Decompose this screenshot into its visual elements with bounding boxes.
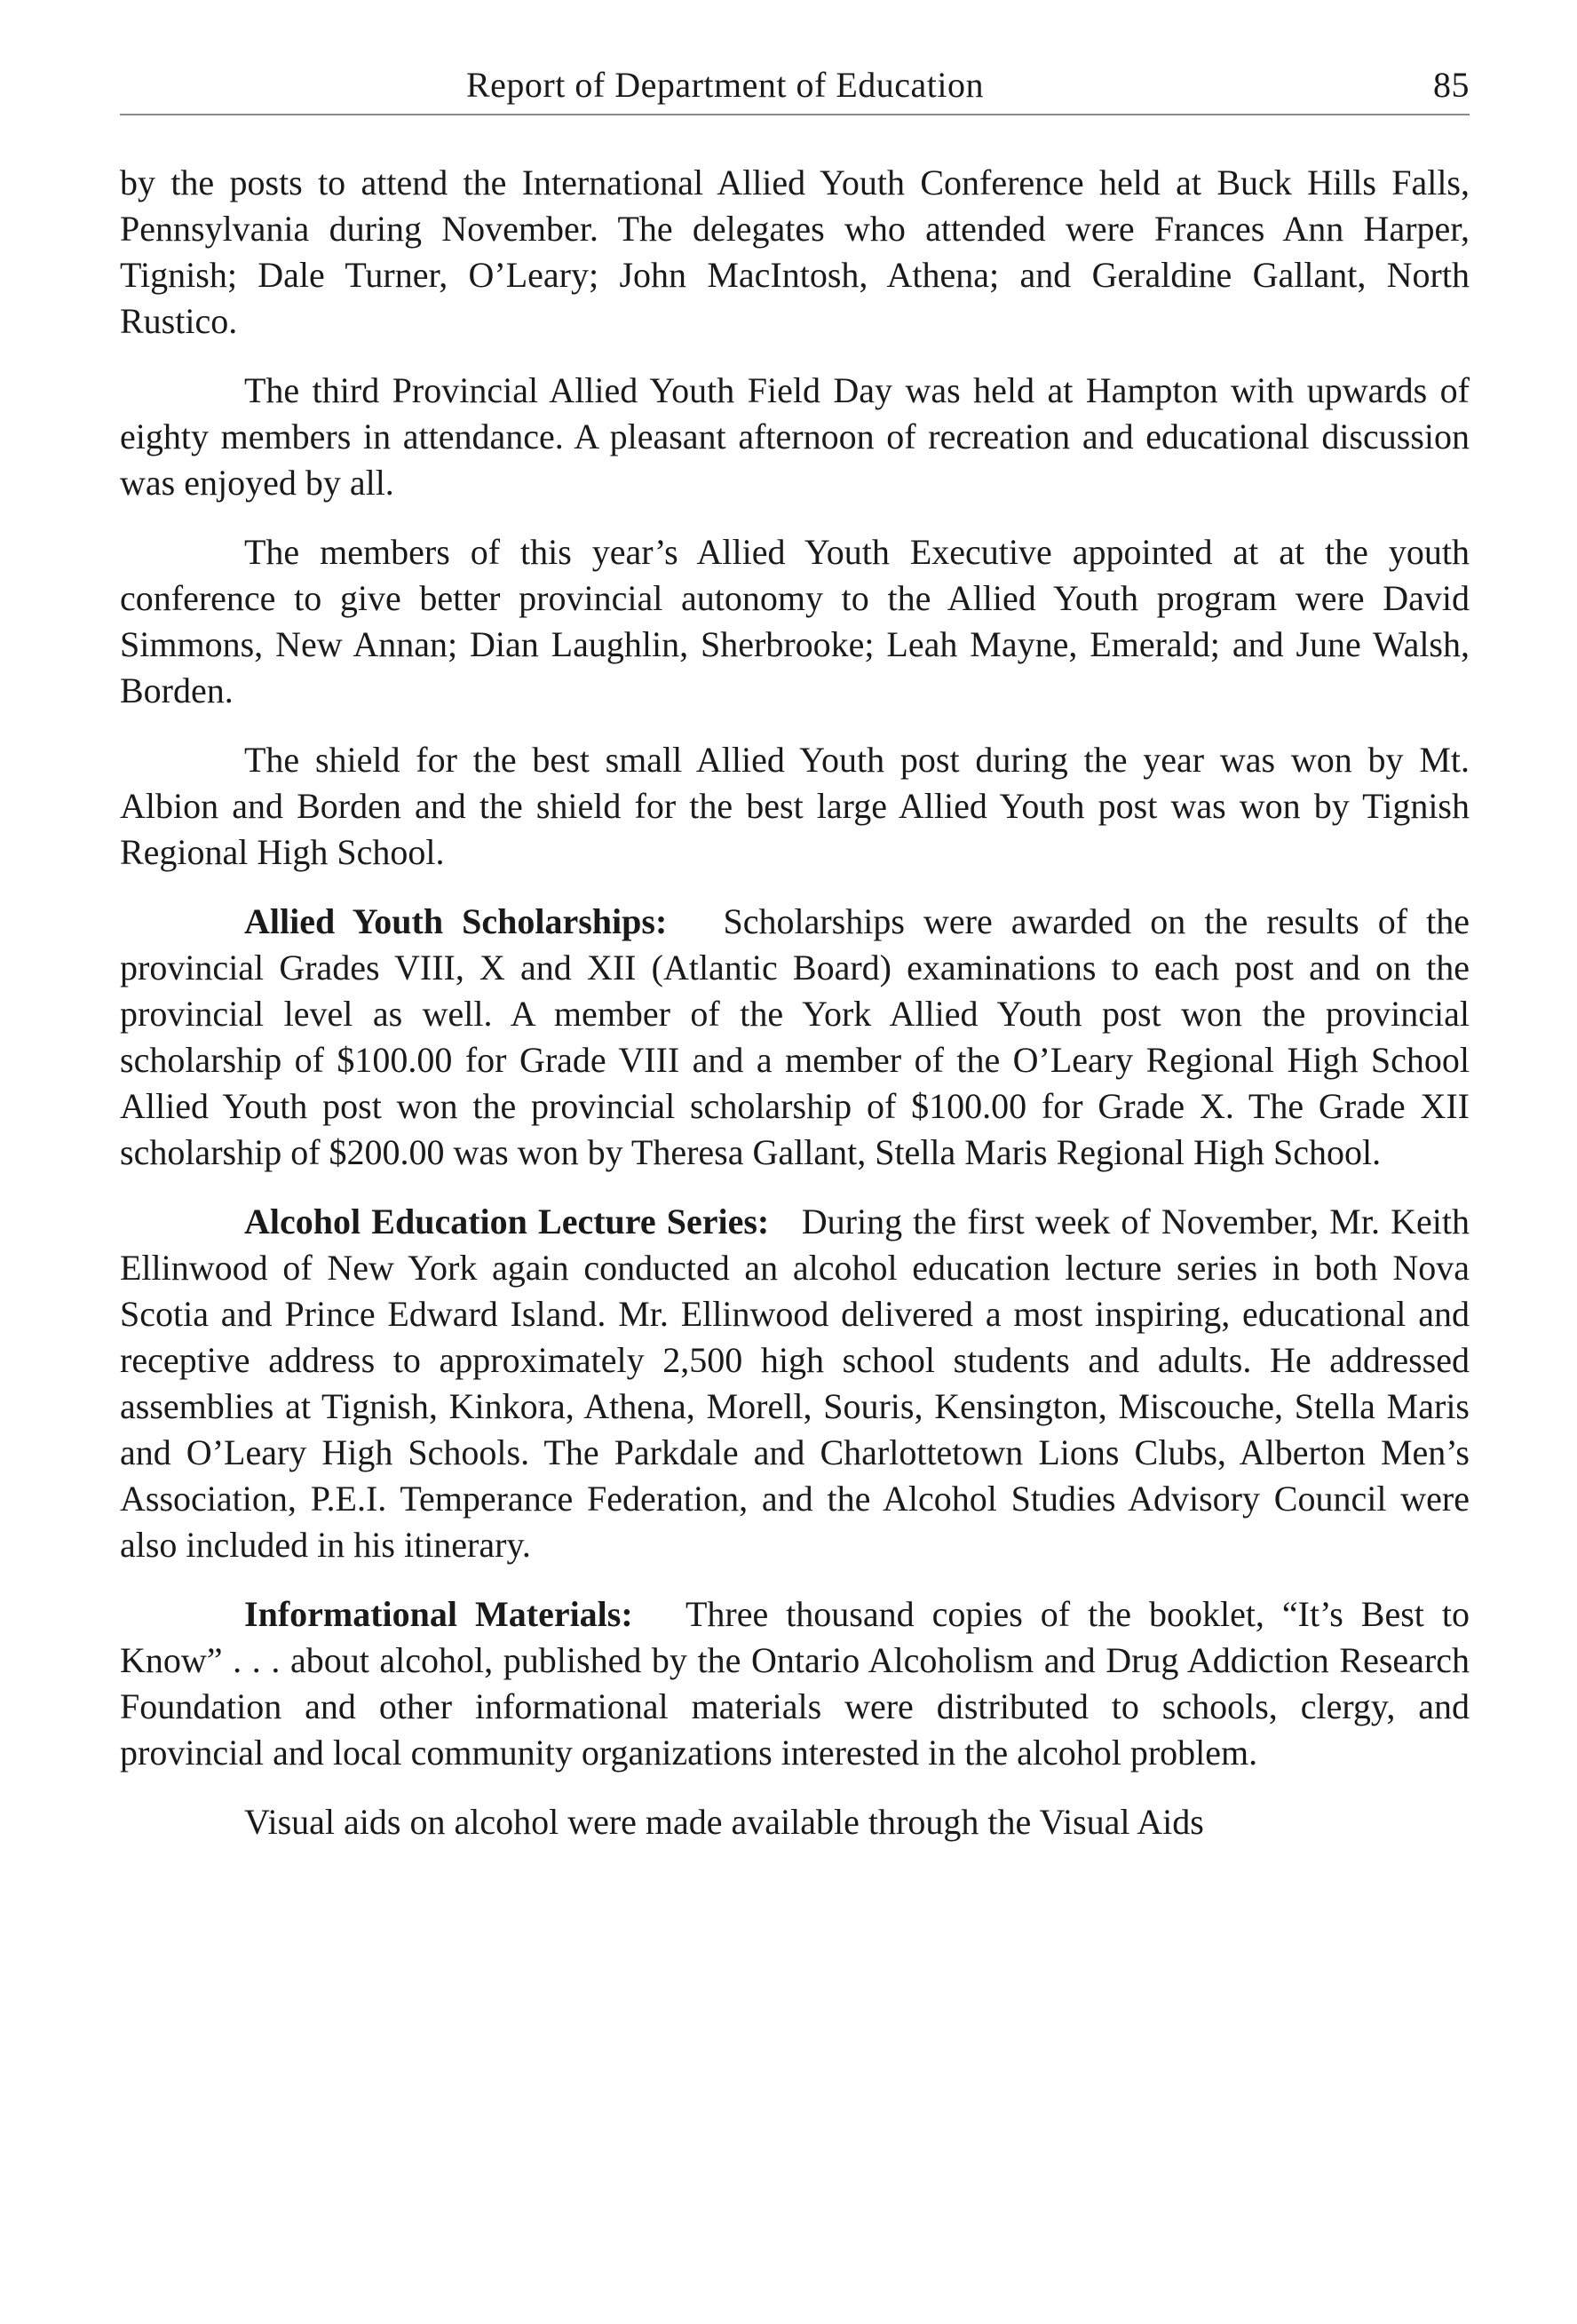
section-heading: Allied Youth Scholarships:: [244, 901, 705, 941]
section-heading: Alcohol Education Lecture Series:: [244, 1202, 791, 1241]
paragraph: [120, 368, 1470, 506]
paragraph: [120, 1799, 1470, 1845]
paragraph: [120, 1591, 1470, 1776]
paragraph-text: During the first week of November, Mr. Keith Ellinwood of New York again conducted an alcohol education lecture series in both Nova Scotia and Prince Edward Island. Mr. Ellinwood delivered a most inspiring, educational and receptive address to approximately 2,500 high school students and adults. He addressed assemblies at Tignish, Kinkora, Athena, Morell, Souris, Kensington, Miscouche, Stella Maris and O’Leary High Schools. The Parkdale and Charlottetown Lions Clubs, Alberton Men’s Association, P.E.I. Temperance Federation, and the Alcohol Studies Advisory Council were also included in his itinerary.: [120, 1202, 1470, 1565]
page-number: 85: [1433, 65, 1470, 105]
page-header: [120, 64, 1470, 117]
paragraph: [120, 1199, 1470, 1568]
paragraph: [120, 737, 1470, 876]
paragraph: [120, 160, 1470, 345]
running-title: Report of Department of Education: [466, 65, 984, 105]
body-text: [120, 160, 1470, 1868]
paragraph-text: The shield for the best small Allied Youth post during the year was won by Mt. Albion and Borden and the shield for the best large Allied Youth post was won by Tignish Regional High School.: [120, 740, 1470, 872]
paragraph: [120, 899, 1470, 1176]
section-heading: Informational Materials:: [244, 1594, 669, 1634]
paragraph-text: The members of this year’s Allied Youth Executive appointed at at the youth conference to give better provincial autonomy to the Allied Youth program were David Simmons, New Annan; Dian Laughlin, Sherbrooke; Leah Mayne, Emerald; and June Walsh, Borden.: [120, 532, 1470, 710]
paragraph-text: by the posts to attend the International Allied Youth Conference held at Buck Hills Falls, Pennsylvania during November. The delegates who attended were Frances Ann Harper, Tignish; Dale Turner, O’Leary; John MacIntosh, Athena; and Geraldine Gallant, North Rustico.: [120, 163, 1470, 341]
paragraph-text: Visual aids on alcohol were made available through the Visual Aids: [244, 1802, 1204, 1842]
paragraph: [120, 529, 1470, 714]
paragraph-text: Three thousand copies of the booklet, “It’s Best to Know” . . . about alcohol, published by the Ontario Alcoholism and Drug Addiction Research Foundation and other informational materials were distributed to schools, clergy, and provincial and local community organizations interested in the alcohol problem.: [120, 1594, 1470, 1773]
paragraph-text: Scholarships were awarded on the results of the provincial Grades VIII, X and XII (Atlantic Board) examinations to each post and on the provincial level as well. A member of the York Allied Youth post won the provincial scholarship of $100.00 for Grade VIII and a member of the O’Leary Regional High School Allied Youth post won the provincial scholarship of $100.00 for Grade X. The Grade XII scholarship of $200.00 was won by Theresa Gallant, Stella Maris Regional High School.: [120, 901, 1470, 1172]
header-divider: [120, 114, 1470, 115]
paragraph-text: The third Provincial Allied Youth Field Day was held at Hampton with upwards of eighty members in attendance. A pleasant afternoon of recreation and educational discussion was enjoyed by all.: [120, 370, 1470, 503]
